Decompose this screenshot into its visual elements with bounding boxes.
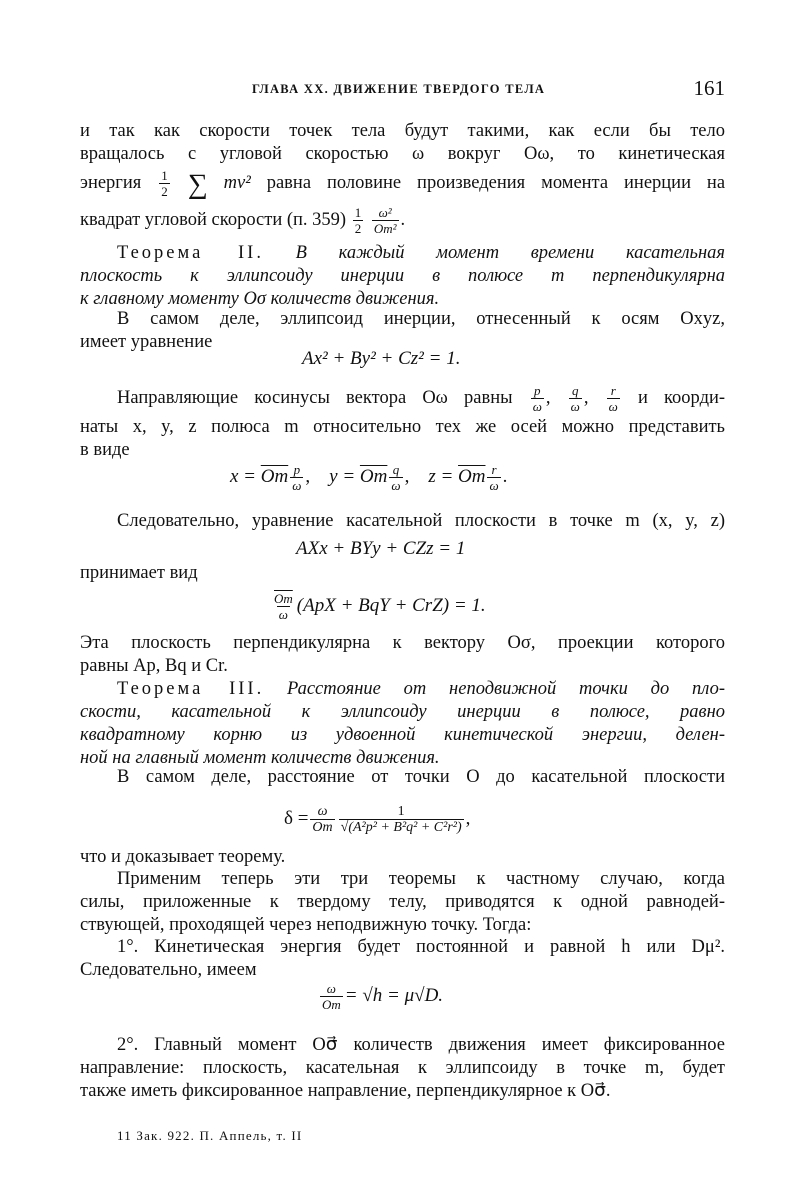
text-line: В самом деле, эллипсоид инерции, отнесенный к осям Oxyz, — [117, 309, 725, 329]
theorem-label: Теорема II. — [117, 243, 264, 263]
text-line: Применим теперь эти три теоремы к частному случаю, когда — [117, 869, 725, 889]
text-line: также иметь фиксированное направление, перпендикулярное к Oσ⃗. — [80, 1081, 611, 1101]
theorem-text: Расстояние от неподвижной точки до пло- — [287, 679, 726, 699]
energy-formula-line: квадрат угловой скорости (п. 359) $\frac{1}{2}$ $\frac{\text{ω²}}{\text{Om²}}$ . — [80, 205, 406, 237]
paragraph-kinetic-energy — [80, 120, 725, 166]
equation-constant-ratio: $\frac{\omega}{Om}$ = √h = μ√D. — [322, 981, 444, 1013]
printer-footer: 11 Зак. 922. П. Аппель, т. II — [117, 1128, 303, 1143]
fraction-half: $\frac{1}{2}$ — [161, 168, 168, 200]
equation-coordinates: $x = \overline{Om}$ $\frac{p}{\omega}$ , $y = \overline{Om}$ $\frac{q}{\omega}$ , $z = \overline{Om}$ $\frac{r}{\omega}$ . — [230, 462, 508, 494]
paragraph-perpendicular — [80, 632, 725, 678]
direction-cosines-line: Направляющие косинусы вектора Oω равны $\frac{p}{\omega}$ , $\frac{q}{\omega}$ , $\frac{r}{\omega}$ и коорди- — [117, 383, 726, 415]
text-line: имеет уравнение — [80, 332, 213, 352]
text-line: равны Ap, Bq и Cr. — [80, 656, 228, 676]
text-line: 1°. Кинетическая энергия будет постоянной и равной h или Dμ². — [117, 937, 725, 957]
fraction-q-omega: $\frac{q}{\omega}$ — [570, 383, 580, 415]
theorem-text: квадратному корню из удвоенной кинетической энергии, делен- — [80, 725, 725, 745]
equation-distance: δ = $\frac{\omega}{Om}$ $\frac{1}{\text{√(A²p² + B²q² + C²r²)}}$ , — [284, 804, 471, 836]
chapter-title: ГЛАВА XX. ДВИЖЕНИЕ ТВЕРДОГО ТЕЛА — [252, 82, 546, 96]
fraction-p-omega: $\frac{p}{\omega}$ — [292, 462, 302, 494]
paragraph-tangent-plane — [80, 510, 725, 533]
text-line: ствующей, проходящей через неподвижную точку. Тогда: — [80, 915, 532, 935]
text-fragment: квадрат угловой скорости (п. 359) — [80, 210, 347, 230]
page-number: 161 — [693, 76, 725, 100]
text-line: направление: плоскость, касательная к эллипсоиду в точке m, будет — [80, 1058, 725, 1078]
text-line: Эта плоскость перпендикулярна к вектору Oσ, проекции которого — [80, 633, 725, 653]
theorem-text: к главному моменту Oσ количеств движения. — [80, 289, 440, 309]
text-line: вращалось с угловой скоростью ω вокруг Oω, то кинетическая — [80, 144, 725, 164]
text-fragment: энергия — [80, 173, 142, 193]
text-fragment: Направляющие косинусы вектора Oω равны — [117, 388, 513, 408]
text-line: что и доказывает теорему. — [80, 847, 286, 867]
paragraph-case-2 — [80, 1034, 725, 1103]
theorem-text: плоскость к эллипсоиду инерции в полюсе m перпендикулярна — [80, 266, 725, 286]
paragraph-apply — [80, 868, 725, 937]
expr-mv2: mv² — [223, 173, 251, 193]
text-fragment: равна половине произведения момента инерции на — [266, 173, 726, 193]
text-line: принимает вид — [80, 563, 198, 583]
text-fragment: и коорди- — [637, 388, 726, 408]
equation-tangent-plane: AXx + BYy + CZz = 1 — [296, 538, 466, 559]
text-line: В самом деле, расстояние от точки O до касательной плоскости — [117, 767, 725, 787]
fraction-r-omega: $\frac{r}{\omega}$ — [608, 383, 618, 415]
text-line: силы, приложенные к твердому телу, приводятся к одной равнодей- — [80, 892, 725, 912]
theorem-text: ной на главный момент количеств движения. — [80, 748, 440, 768]
fraction-omega-om: $\frac{\text{ω²}}{\text{Om²}}$ — [373, 205, 397, 237]
theorem-text: В каждый момент времени касательная — [295, 243, 725, 263]
paragraph-takes-form — [80, 562, 725, 585]
sum-symbol: ∑ — [187, 169, 208, 200]
theorem-2 — [80, 242, 725, 311]
theorem-text: скости, касательной к эллипсоиду инерции в полюсе, равно — [80, 702, 725, 722]
running-header — [200, 78, 725, 102]
text-line: наты x, y, z полюса m относительно тех же осей можно представить — [80, 417, 725, 437]
text-line: и так как скорости точек тела будут такими, как если бы тело — [80, 121, 725, 141]
text-line: Следовательно, имеем — [80, 960, 257, 980]
text-line: в виде — [80, 440, 130, 460]
paragraph-coordinates — [80, 416, 725, 462]
fraction-q-omega: $\frac{q}{\omega}$ — [391, 462, 401, 494]
theorem-3 — [80, 678, 725, 770]
fraction-omega-om: $\frac{\omega}{Om}$ — [322, 981, 341, 1013]
fraction-p-omega: $\frac{p}{\omega}$ — [532, 383, 542, 415]
theorem-label: Теорема III. — [117, 679, 265, 699]
text-line: Следовательно, уравнение касательной плоскости в точке m (x, y, z) — [117, 511, 725, 531]
fraction-om-omega: $\frac{\overline{Om}}{\omega}$ — [274, 591, 293, 623]
fraction-half: $\frac{1}{2}$ — [354, 205, 362, 237]
energy-line — [80, 166, 725, 200]
equation-plane-form: $\frac{\overline{Om}}{\omega}$ (ApX + BqY + CrZ) = 1. — [274, 591, 486, 623]
equation-ellipsoid: Ax² + By² + Cz² = 1. — [302, 348, 461, 369]
fraction-r-omega: $\frac{r}{\omega}$ — [489, 462, 499, 494]
text-line: 2°. Главный момент Oσ⃗ количеств движения имеет фиксированное — [117, 1035, 725, 1055]
paragraph-proves — [80, 846, 725, 869]
fraction-root: $\frac{1}{\text{√(A²p² + B²q² + C²r²)}}$ — [340, 804, 462, 836]
fraction-omega-om: $\frac{\omega}{Om}$ — [312, 804, 333, 836]
paragraph-distance — [80, 766, 725, 789]
